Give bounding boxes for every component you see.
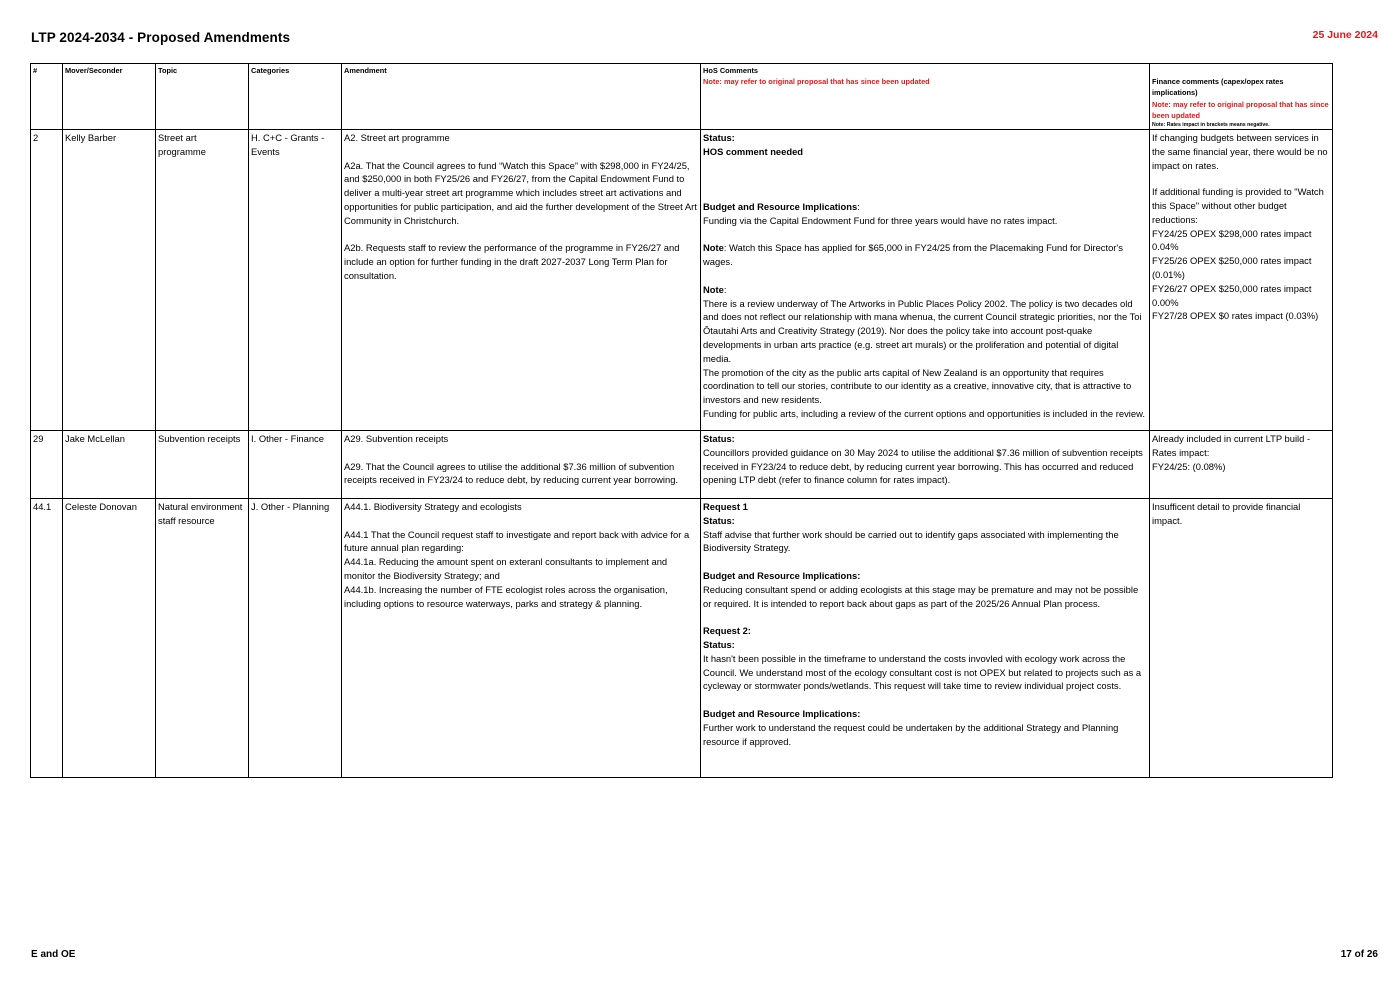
note-text: : Watch this Space has applied for $65,000 in FY24/25 from the Placemaking Fund for Director's wages.: [703, 242, 1123, 268]
finance-paragraph: Already included in current LTP build - Rates impact:: [1152, 433, 1311, 458]
col-header-mover: Mover/Seconder: [63, 64, 156, 130]
amendment-title: A29. Subvention receipts: [344, 433, 449, 444]
finance-header-note: Note: may refer to original proposal that has since been updated: [1152, 99, 1329, 121]
amendment-title: A2. Street art programme: [344, 132, 450, 143]
amendment-paragraph: A29. That the Council agrees to utilise the additional $7.36 million of subvention receipts received in FY23/24 to reduce debt, by reducing current year borrowing.: [344, 460, 679, 486]
note-paragraph: The promotion of the city as the public arts capital of New Zealand is an opportunity that requires coordination to tell our stories, contribute to our identity as a creative, innovative city, that is attractive to investors and new residents.: [703, 366, 1132, 406]
request-label: Request 2:: [703, 625, 751, 637]
col-header-categories: Categories: [249, 64, 342, 130]
status-text: Staff advise that further work should be carried out to identify gaps associated with implementing the Biodiversity Strategy.: [703, 528, 1119, 554]
note-paragraph: There is a review underway of The Artworks in Public Places Policy 2002. The policy is two decades old and does not reflect our relationship with mana whenua, the current Council strategic priorities, nor the Toi Ōtautahi Arts and Creativity Strategy (2019). Nor does the policy take into account post-quake developments in urban arts practice (e.g. street art murals) or the proliferation and potential of digital media.: [703, 297, 1142, 364]
col-header-finance: [1150, 64, 1333, 130]
cell-mover: Jake McLellan: [63, 431, 156, 499]
cell-number: 2: [31, 130, 63, 431]
finance-paragraph: If changing budgets between services in the same financial year, there would be no impact on rates.: [1152, 132, 1328, 171]
budget-label: Budget and Resource Implications: [703, 200, 858, 212]
amendment-paragraph: A44.1 That the Council request staff to investigate and report back with advice for a future annual plan regarding:: [344, 528, 690, 554]
status-text: Councillors provided guidance on 30 May 2024 to utilise the additional $7.36 million of subvention receipts received in FY23/24 to reduce debt, by reducing current year borrowing. This has occurred and reduced opening LTP debt (refer to finance column for rates impact).: [703, 446, 1143, 486]
cell-number: 29: [31, 431, 63, 499]
finance-paragraph: Insufficent detail to provide financial impact.: [1152, 501, 1301, 526]
cell-amendment: [342, 130, 701, 431]
cell-topic: Natural environment staff resource: [156, 499, 249, 778]
status-label: Status:: [703, 638, 735, 650]
note-label: Note: [703, 242, 724, 254]
table-header-row: [31, 64, 1333, 130]
note-paragraph: Funding for public arts, including a review of the current options and opportunities is included in the review.: [703, 407, 1145, 419]
status-text: It hasn't been possible in the timeframe to understand the costs invovled with ecology work across the Council. We understand most of the ecology consultant cost is not OPEX but related to projects such as a cycleway or stormwater ponds/wetlands. This request will take time to review individual project costs.: [703, 652, 1142, 692]
finance-paragraph: If additional funding is provided to "Watch this Space" without other budget reductions:: [1152, 186, 1324, 225]
status-label: Status:: [703, 433, 735, 444]
footer-disclaimer: E and OE: [31, 949, 76, 960]
cell-number: 44.1: [31, 499, 63, 778]
cell-amendment: [342, 499, 701, 778]
finance-header-small-note: Note: Rates impact in brackets means negative.: [1152, 121, 1270, 128]
amendment-paragraph: A2b. Requests staff to review the performance of the programme in FY26/27 and include an option for further funding in the draft 2027-2037 Long Term Plan for consultation.: [344, 242, 680, 281]
status-value: HOS comment needed: [703, 145, 804, 157]
col-header-number: #: [31, 64, 63, 130]
finance-line: FY27/28 OPEX $0 rates impact (0.03%): [1152, 310, 1319, 322]
cell-mover: Kelly Barber: [63, 130, 156, 431]
col-header-topic: Topic: [156, 64, 249, 130]
note-label: Note: [703, 283, 724, 295]
col-header-amendment: Amendment: [342, 64, 701, 130]
cell-finance: [1150, 130, 1333, 431]
finance-header-label: Finance comments (capex/opex rates implications): [1152, 77, 1284, 98]
cell-amendment: [342, 431, 701, 499]
budget-text: Reducing consultant spend or adding ecologists at this stage may be premature and may not be possible or required. It is intended to report back about gaps as part of the 2025/26 Annual Plan process.: [703, 583, 1139, 609]
table-row: [31, 431, 1333, 499]
budget-label: Budget and Resource Implications:: [703, 707, 861, 719]
cell-hos-comments: [701, 431, 1150, 499]
amendments-table: [30, 63, 1333, 778]
cell-finance: [1150, 499, 1333, 778]
status-label: Status:: [703, 514, 735, 526]
cell-hos-comments: [701, 499, 1150, 778]
cell-finance: [1150, 431, 1333, 499]
finance-line: FY25/26 OPEX $250,000 rates impact (0.01%): [1152, 255, 1312, 280]
cell-category: I. Other - Finance: [249, 431, 342, 499]
amendment-paragraph: A44.1b. Increasing the number of FTE ecologist roles across the organisation, including options to resource waterways, parks and strategy & planning.: [344, 583, 668, 609]
cell-category: H. C+C - Grants - Events: [249, 130, 342, 431]
cell-topic: Subvention receipts: [156, 431, 249, 499]
table-row: [31, 499, 1333, 778]
request-label: Request 1: [703, 501, 748, 512]
amendment-paragraph: A44.1a. Reducing the amount spent on exteranl consultants to implement and monitor the Biodiversity Strategy; and: [344, 556, 668, 581]
budget-text: Further work to understand the request could be undertaken by the additional Strategy and Planning resource if approved.: [703, 721, 1119, 747]
page-number: 17 of 26: [1340, 949, 1378, 960]
hos-header-note: Note: may refer to original proposal that has since been updated: [703, 77, 930, 87]
amendment-title: A44.1. Biodiversity Strategy and ecologists: [344, 501, 522, 512]
cell-category: J. Other - Planning: [249, 499, 342, 778]
amendment-paragraph: A2a. That the Council agrees to fund “Watch this Space” with $298,000 in FY24/25, and $250,000 in both FY25/26 and FY26/27, from the Capital Endowment Fund to deliver a multi-year street art programme which includes street art activations and opportunities for public participation, and aid the further development of the Street Art Community in Christchurch.: [344, 159, 697, 226]
hos-header-label: HoS Comments: [703, 66, 759, 75]
table-row: [31, 130, 1333, 431]
budget-label: Budget and Resource Implications:: [703, 569, 861, 581]
cell-topic: Street art programme: [156, 130, 249, 431]
finance-line: FY26/27 OPEX $250,000 rates impact 0.00%: [1152, 282, 1312, 308]
cell-mover: Celeste Donovan: [63, 499, 156, 778]
finance-line: FY24/25 OPEX $298,000 rates impact 0.04%: [1152, 227, 1312, 253]
finance-line: FY24/25: (0.08%): [1152, 460, 1226, 472]
col-header-hos: [701, 64, 1150, 130]
document-date: 25 June 2024: [1312, 29, 1378, 41]
document-title: LTP 2024-2034 - Proposed Amendments: [31, 30, 291, 45]
cell-hos-comments: Status: HOS comment needed Budget and Resource Implications: Funding via the Capital Endowment Fund for three years would have no rates impact. Note: Watch this Space has applied for $65,000 in FY24/25 from the Placemaking Fund for Director's wages. Note: There is a review underway of The Artworks in Public Places Policy 2002. The policy is two decades old and does not reflect our relationship with mana whenua, the current Council strategic priorities, nor the Toi Ōtautahi Arts and Creativity Strategy (2019). Nor does the policy take into account post-quake developments in urban arts practice (e.g. street art murals) or the proliferation and potential of digital media. The promotion of the city as the public arts capital of New Zealand is an opportunity that requires coordination to tell our stories, contribute to our identity as a creative, innovative city, that is attractive to investors and new residents. Funding for public arts, including a review of the current options and opportunities is included in the review.: [701, 130, 1150, 431]
budget-text: Funding via the Capital Endowment Fund for three years would have no rates impact.: [703, 214, 1058, 226]
status-label: Status:: [703, 132, 735, 143]
